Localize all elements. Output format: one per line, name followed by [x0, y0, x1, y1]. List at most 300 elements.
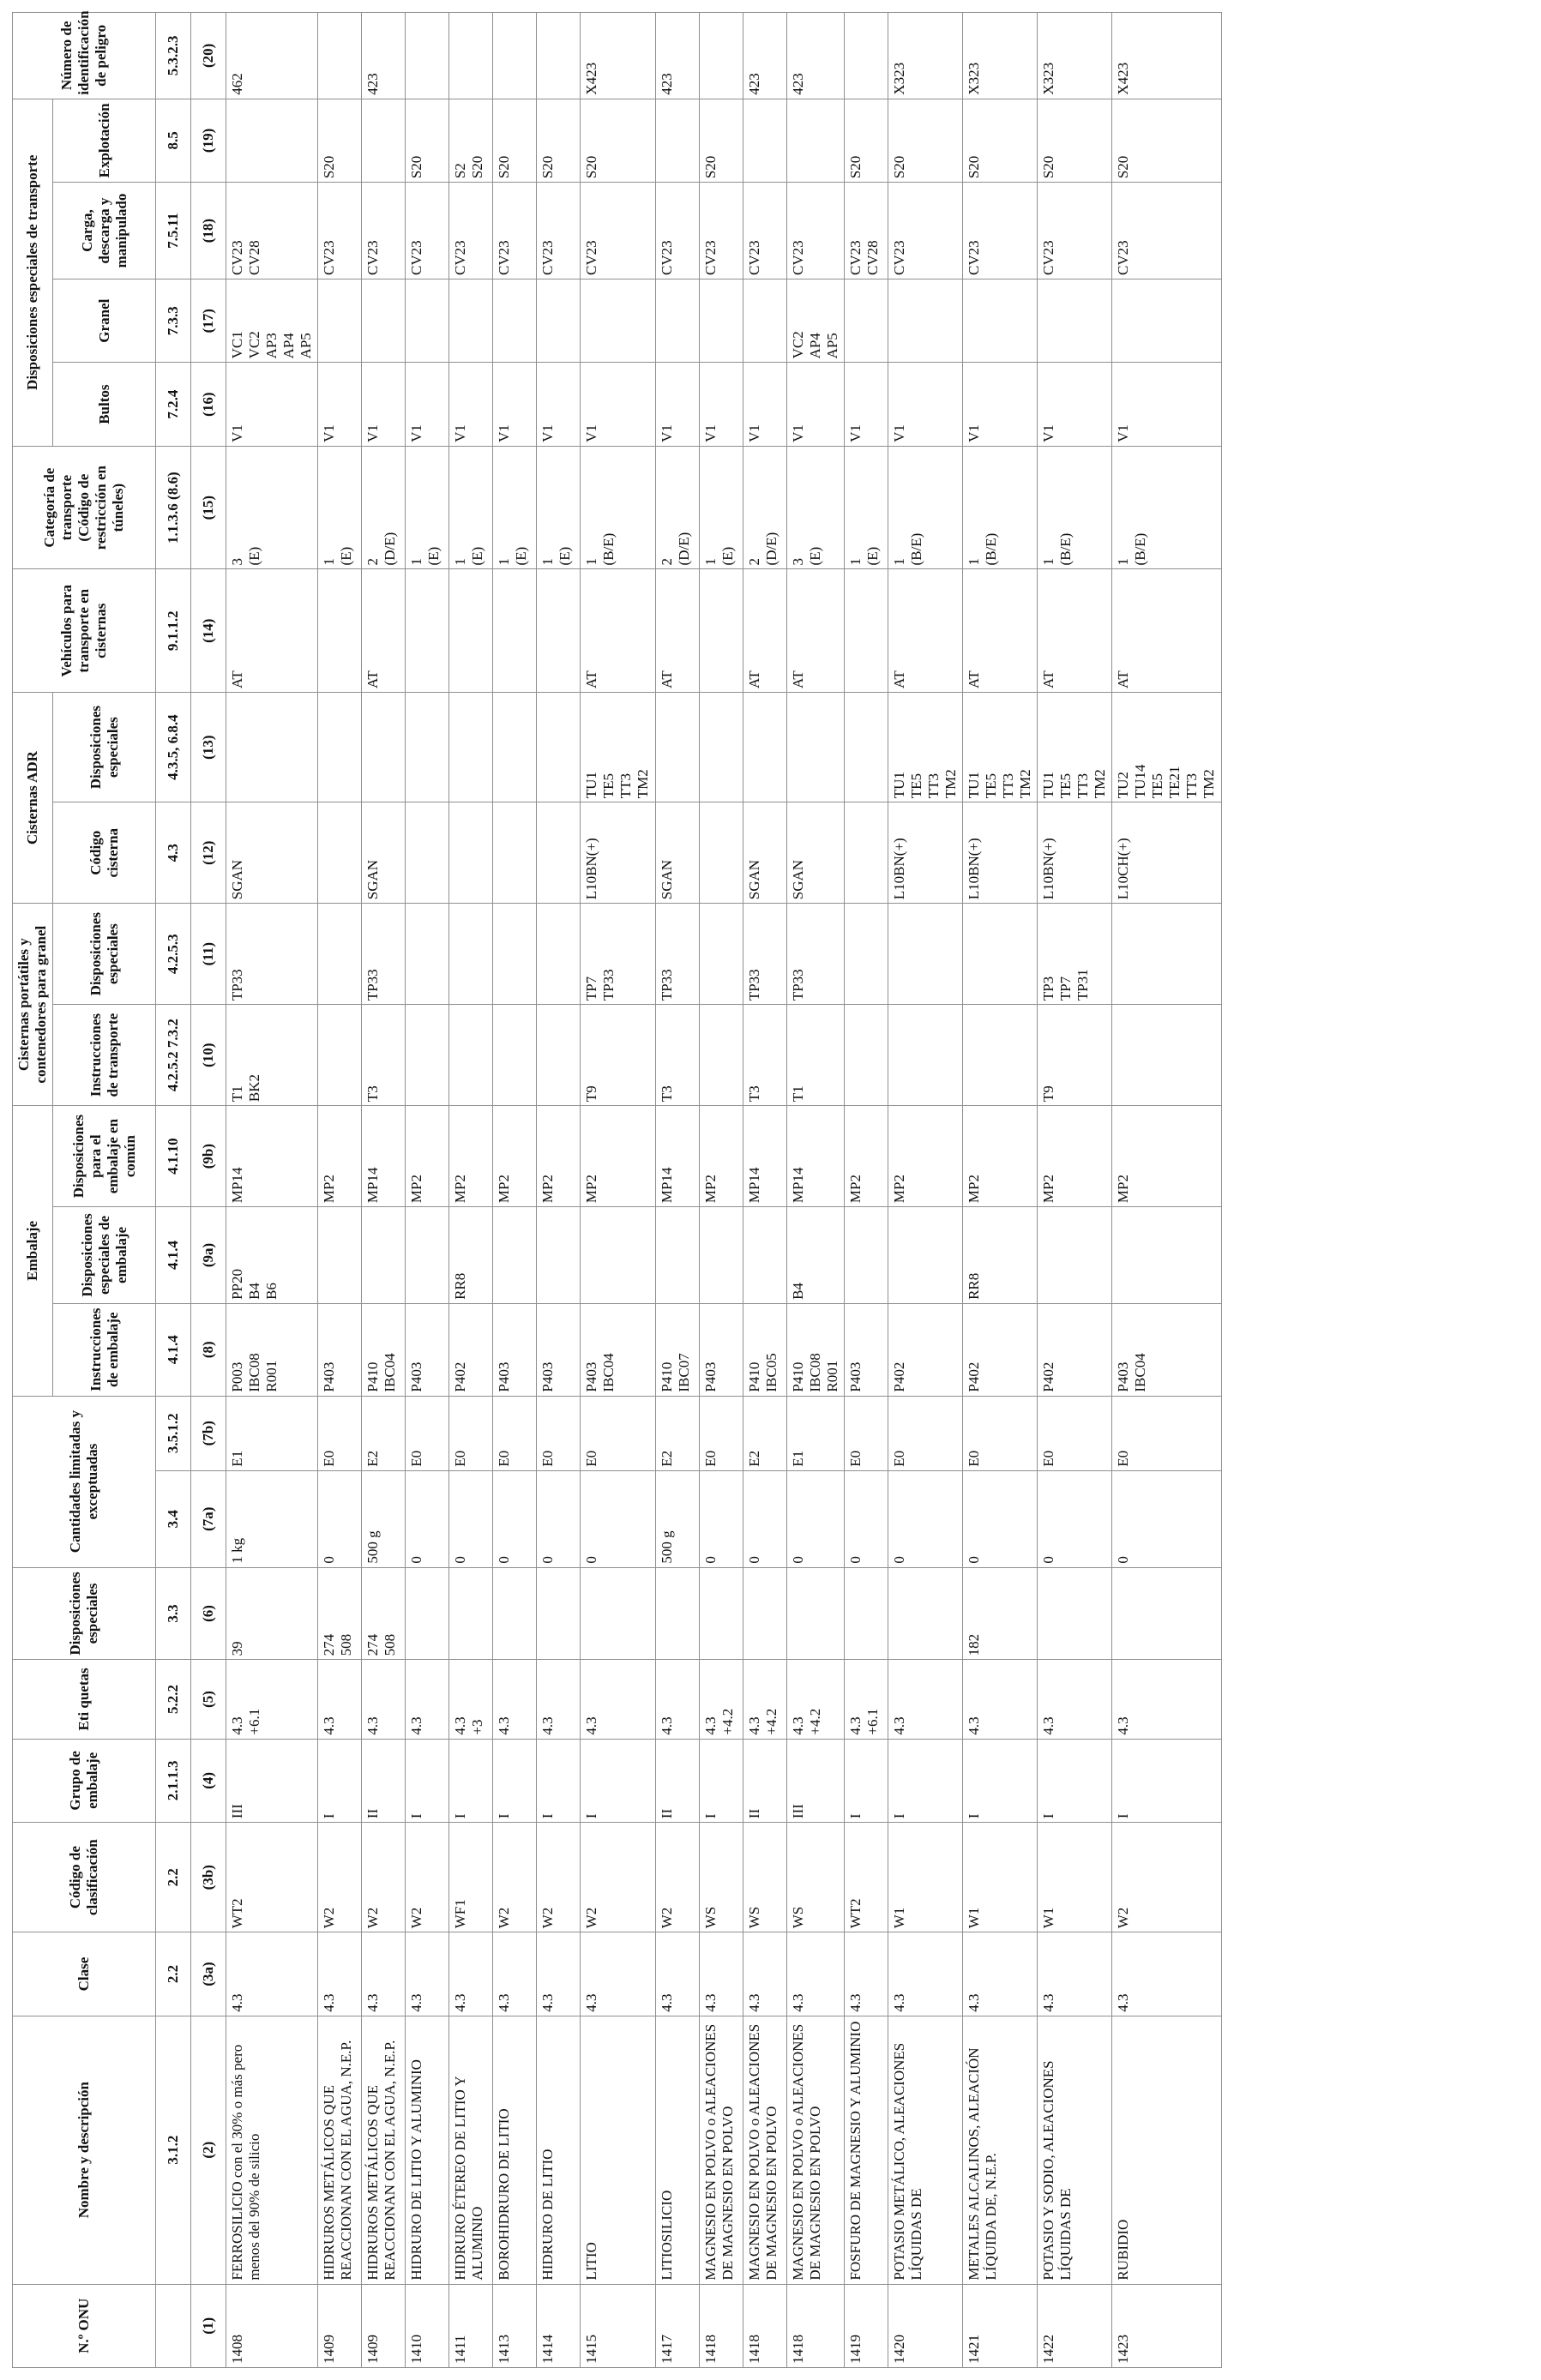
table-row-cell: 4.3	[743, 1932, 786, 2016]
table-row-cell: S20	[699, 99, 743, 182]
column-number-row-cell: (15)	[191, 446, 226, 569]
table-row-cell: 1409	[318, 2284, 362, 2367]
table-row-cell: T9	[581, 1005, 655, 1106]
table-row-cell: P403	[493, 1303, 537, 1396]
reference-row-cell	[156, 2284, 191, 2367]
table-row-cell	[1038, 279, 1112, 362]
table-row-cell	[537, 279, 581, 362]
table-row-cell: I	[581, 1739, 655, 1822]
column-number-row-cell: (1)	[191, 2284, 226, 2367]
adr-dangerous-goods-table	[12, 12, 1222, 2368]
table-row-cell	[493, 1567, 537, 1660]
table-row-cell: P403	[318, 1303, 362, 1396]
table-row-cell: E0	[699, 1396, 743, 1470]
table-row-cell: E0	[406, 1396, 449, 1470]
table-row-cell: 274 508	[362, 1567, 406, 1660]
table-row-cell	[449, 693, 493, 802]
table-row-cell	[655, 279, 699, 362]
table-row-cell: 1 (E)	[537, 446, 581, 569]
column-number-row-cell: (9a)	[191, 1207, 226, 1304]
table-row-cell: V1	[844, 363, 888, 446]
table-row-cell: 4.3	[537, 1660, 581, 1739]
table-row-cell: V1	[1038, 363, 1112, 446]
table-row-cell	[406, 279, 449, 362]
table-row-cell: 423	[786, 13, 844, 99]
table-row-cell	[318, 13, 362, 99]
table-row-cell: AT	[1112, 569, 1221, 693]
table-row-cell	[844, 693, 888, 802]
table-row-cell	[581, 1567, 655, 1660]
table-row-cell: MP14	[786, 1106, 844, 1207]
table-row-cell	[844, 1567, 888, 1660]
header-tank-code: Código cisterna	[53, 802, 156, 904]
table-row-cell: I	[844, 1739, 888, 1822]
header-loading: Carga, descarga y manipulado	[53, 183, 156, 279]
table-row-cell	[318, 1207, 362, 1304]
table-row-cell: P402	[1038, 1303, 1112, 1396]
table-row-cell: 4.3	[844, 1932, 888, 2016]
table-row-cell: 1 (E)	[406, 446, 449, 569]
table-row	[786, 13, 844, 2368]
table-row-cell	[699, 569, 743, 693]
reference-row-cell: 4.2.5.2 7.3.2	[156, 1005, 191, 1106]
table-row-cell: E0	[581, 1396, 655, 1470]
table-row-cell: MP2	[888, 1106, 962, 1207]
header-packaging: Embalaje	[13, 1106, 53, 1396]
table-row-cell: W2	[581, 1823, 655, 1932]
table-row-cell	[655, 99, 699, 182]
table-row-cell: T1	[786, 1005, 844, 1106]
table-row	[581, 13, 655, 2368]
column-number-row-cell: (7a)	[191, 1470, 226, 1567]
table-row-cell: CV23	[743, 183, 786, 279]
table-row-cell: SGAN	[743, 802, 786, 904]
table-row-cell: E0	[493, 1396, 537, 1470]
table-row-cell: 0	[743, 1470, 786, 1567]
table-row-cell	[655, 1207, 699, 1304]
table-row-cell: 4.3	[888, 1660, 962, 1739]
table-row-cell: 4.3	[493, 1660, 537, 1739]
table-row-cell: W2	[655, 1823, 699, 1932]
header-tank-vehicles: Vehículos para transporte en cisternas	[13, 569, 156, 693]
header-transport-provisions: Disposiciones especiales de transporte	[13, 99, 53, 446]
table-row-cell: P003 IBC08 R001	[226, 1303, 318, 1396]
table-row-cell: B4	[786, 1207, 844, 1304]
table-row-cell	[406, 1567, 449, 1660]
table-row-cell: 423	[362, 13, 406, 99]
table-row-cell	[1112, 1005, 1221, 1106]
table-row-cell: 1423	[1112, 2284, 1221, 2367]
table-row-cell: 1410	[406, 2284, 449, 2367]
table-row-cell: 0	[786, 1470, 844, 1567]
table-row-cell: PP20 B4 B6	[226, 1207, 318, 1304]
table-row-cell: E0	[1112, 1396, 1221, 1470]
table-row-cell: 1 (B/E)	[1038, 446, 1112, 569]
table-row-cell: MP2	[1038, 1106, 1112, 1207]
table-row-cell: 4.3	[962, 1932, 1037, 2016]
table-row-cell: TP33	[743, 904, 786, 1005]
table-row-cell: 182	[962, 1567, 1037, 1660]
table-row-cell	[699, 1207, 743, 1304]
table-row-cell	[449, 802, 493, 904]
table-row-cell: CV23	[786, 183, 844, 279]
table-row-cell: 1418	[743, 2284, 786, 2367]
table-row-cell: V1	[493, 363, 537, 446]
table-row-cell	[699, 1005, 743, 1106]
table-row-cell: FERROSILICIO con el 30% o más pero menos del 90% de silicio	[226, 2016, 318, 2284]
reference-row-cell: 5.3.2.3	[156, 13, 191, 99]
table-row-cell: 423	[655, 13, 699, 99]
table-row-cell	[699, 279, 743, 362]
table-row-cell: TP33	[655, 904, 699, 1005]
table-row-cell: P410 IBC07	[655, 1303, 699, 1396]
table-row-cell: W2	[1112, 1823, 1221, 1932]
table-row-cell: L10BN(+)	[1038, 802, 1112, 904]
table-row-cell	[318, 569, 362, 693]
table-row-cell	[226, 693, 318, 802]
table-row-cell: AT	[743, 569, 786, 693]
table-row-cell	[362, 99, 406, 182]
table-row-cell: P402	[962, 1303, 1037, 1396]
reference-row-cell: 2.2	[156, 1823, 191, 1932]
table-row-cell: I	[406, 1739, 449, 1822]
table-row-cell: 1418	[786, 2284, 844, 2367]
table-row-cell	[318, 802, 362, 904]
column-number-row-cell: (12)	[191, 802, 226, 904]
table-row-cell: CV23	[962, 183, 1037, 279]
table-row-cell	[406, 569, 449, 693]
table-row-cell	[888, 279, 962, 362]
table-row-cell: 1411	[449, 2284, 493, 2367]
table-row-cell: 500 g	[362, 1470, 406, 1567]
table-row-cell: P403	[406, 1303, 449, 1396]
table-row-cell: V1	[786, 363, 844, 446]
table-row-cell	[493, 279, 537, 362]
table-row-cell: SGAN	[655, 802, 699, 904]
reference-row-cell: 2.2	[156, 1932, 191, 2016]
table-row-cell	[406, 1207, 449, 1304]
table-row-cell: MP2	[581, 1106, 655, 1207]
table-row-cell: E0	[1038, 1396, 1112, 1470]
table-row	[888, 13, 962, 2368]
table-row-cell: E0	[537, 1396, 581, 1470]
header-special-packing: Disposiciones especiales de embalaje	[53, 1207, 156, 1304]
header-class: Clase	[13, 1932, 156, 2016]
table-row-cell	[449, 569, 493, 693]
table-row-cell	[844, 569, 888, 693]
column-number-row-cell: (13)	[191, 693, 226, 802]
table-row-cell: 4.3	[318, 1932, 362, 2016]
table-row-cell: 4.3 +4.2	[786, 1660, 844, 1739]
header-transport-category: Categoría de transporte (Código de restricción en túneles)	[13, 446, 156, 569]
table-row-cell: AT	[786, 569, 844, 693]
header-bulk: Granel	[53, 279, 156, 362]
table-row-cell: 0	[581, 1470, 655, 1567]
table-row-cell: W2	[537, 1823, 581, 1932]
table-row-cell: 3 (E)	[226, 446, 318, 569]
table-row-cell: BOROHIDRURO DE LITIO	[493, 2016, 537, 2284]
table-row-cell: 39	[226, 1567, 318, 1660]
column-number-row-cell: (2)	[191, 2016, 226, 2284]
table-row-cell: T1 BK2	[226, 1005, 318, 1106]
header-labels: Eti quetas	[13, 1660, 156, 1739]
table-row-cell: 0	[699, 1470, 743, 1567]
table-row-cell: T3	[655, 1005, 699, 1106]
table-row-cell: 4.3	[1112, 1932, 1221, 2016]
table-row-cell	[362, 693, 406, 802]
table-row-cell: I	[888, 1739, 962, 1822]
header-portable-tanks: Cisternas portátiles y contenedores para granel	[13, 904, 53, 1106]
reference-row	[156, 13, 191, 2368]
table-row-cell: MP14	[743, 1106, 786, 1207]
header-operation: Explotación	[53, 99, 156, 182]
table-row-cell: 0	[888, 1470, 962, 1567]
column-number-row-cell: (14)	[191, 569, 226, 693]
reference-row-cell: 7.5.11	[156, 183, 191, 279]
table-row-cell	[537, 693, 581, 802]
table-row-cell: 4.3	[786, 1932, 844, 2016]
table-row-cell	[844, 802, 888, 904]
table-row-cell: HIDRUROS METÁLICOS QUE REACCIONAN CON EL AGUA, N.E.P.	[362, 2016, 406, 2284]
table-row-cell: 4.3	[699, 1932, 743, 2016]
table-row-cell	[537, 13, 581, 99]
header-classification-code: Código de clasificación	[13, 1823, 156, 1932]
table-row-cell: 4.3	[655, 1932, 699, 2016]
table-row-cell	[581, 279, 655, 362]
table-row-cell: V1	[962, 363, 1037, 446]
table-row-cell: V1	[888, 363, 962, 446]
table-row	[743, 13, 786, 2368]
table-row-cell: MP2	[318, 1106, 362, 1207]
table-row-cell: 1 (E)	[449, 446, 493, 569]
table-row-cell: 1 (E)	[844, 446, 888, 569]
header-packages: Bultos	[53, 363, 156, 446]
table-row-cell: MP2	[406, 1106, 449, 1207]
reference-row-cell: 5.2.2	[156, 1660, 191, 1739]
table-row-cell: MP2	[537, 1106, 581, 1207]
table-row-cell: WS	[786, 1823, 844, 1932]
table-row-cell: 500 g	[655, 1470, 699, 1567]
table-row-cell: T3	[743, 1005, 786, 1106]
table-row-cell: AT	[362, 569, 406, 693]
table-row-cell: 1 (B/E)	[581, 446, 655, 569]
table-row-cell	[844, 279, 888, 362]
reference-row-cell: 1.1.3.6 (8.6)	[156, 446, 191, 569]
table-row-cell: V1	[743, 363, 786, 446]
table-row	[699, 13, 743, 2368]
table-row-cell	[962, 279, 1037, 362]
header-un-number: N.º ONU	[13, 2284, 156, 2367]
table-row-cell: AT	[888, 569, 962, 693]
table-row-cell: P403	[844, 1303, 888, 1396]
table-row-cell: TU1 TE5 TT3 TM2	[888, 693, 962, 802]
table-row-cell: TP33	[362, 904, 406, 1005]
table-row-cell: FOSFURO DE MAGNESIO Y ALUMINIO	[844, 2016, 888, 2284]
table-row-cell: 1 (E)	[318, 446, 362, 569]
table-row-cell	[537, 1207, 581, 1304]
table-row-cell: WT2	[844, 1823, 888, 1932]
table-row-cell: TU2 TU14 TE5 TE21 TT3 TM2	[1112, 693, 1221, 802]
column-number-row	[191, 13, 226, 2368]
table-row-cell: E0	[318, 1396, 362, 1470]
table-row-cell: I	[962, 1739, 1037, 1822]
table-row-cell: RUBIDIO	[1112, 2016, 1221, 2284]
table-row-cell: III	[786, 1739, 844, 1822]
reference-row-cell: 4.1.4	[156, 1303, 191, 1396]
table-row-cell	[786, 99, 844, 182]
table-row-cell	[318, 1005, 362, 1106]
table-row-cell: CV23	[318, 183, 362, 279]
table-row-cell: 0	[844, 1470, 888, 1567]
table-row-cell: HIDRURO ÉTEREO DE LITIO Y ALUMINIO	[449, 2016, 493, 2284]
table-row	[493, 13, 537, 2368]
table-row-cell: MAGNESIO EN POLVO o ALEACIONES DE MAGNESIO EN POLVO	[786, 2016, 844, 2284]
table-row-cell: CV23	[449, 183, 493, 279]
table-row-cell: WS	[699, 1823, 743, 1932]
header-packing-group: Grupo de embalaje	[13, 1739, 156, 1822]
table-row-cell: III	[226, 1739, 318, 1822]
column-number-row-cell: (4)	[191, 1739, 226, 1822]
header-instructions: Instrucciones de transporte	[53, 1005, 156, 1106]
table-row-cell: 4.3	[581, 1660, 655, 1739]
table-row-cell: 4.3	[581, 1932, 655, 2016]
table-row-cell: 4.3	[1112, 1660, 1221, 1739]
table-row-cell: MP2	[699, 1106, 743, 1207]
table-row-cell: MP14	[226, 1106, 318, 1207]
table-row-cell: CV23	[888, 183, 962, 279]
table-row	[406, 13, 449, 2368]
table-row-cell	[493, 802, 537, 904]
table-row-cell: RR8	[962, 1207, 1037, 1304]
table-row-cell: W1	[962, 1823, 1037, 1932]
table-row-cell: 4.3	[362, 1932, 406, 2016]
table-row-cell	[318, 279, 362, 362]
table-row-cell: S20	[888, 99, 962, 182]
reference-row-cell: 3.3	[156, 1567, 191, 1660]
table-row-cell: X323	[1038, 13, 1112, 99]
table-row-cell: AT	[655, 569, 699, 693]
table-row-cell: S20	[406, 99, 449, 182]
column-number-row-cell: (18)	[191, 183, 226, 279]
column-number-row-cell: (3b)	[191, 1823, 226, 1932]
column-number-row-cell: (5)	[191, 1660, 226, 1739]
header-name: Nombre y descripción	[13, 2016, 156, 2284]
table-row-cell	[743, 693, 786, 802]
column-number-row-cell: (16)	[191, 363, 226, 446]
table-row-cell	[1112, 904, 1221, 1005]
table-row-cell: HIDRURO DE LITIO	[537, 2016, 581, 2284]
table-row-cell: 423	[743, 13, 786, 99]
table-row-cell: AT	[962, 569, 1037, 693]
table-row-cell: E2	[655, 1396, 699, 1470]
table-row-cell: I	[1038, 1739, 1112, 1822]
table-row-cell: TU1 TE5 TT3 TM2	[581, 693, 655, 802]
table-row-cell	[743, 1567, 786, 1660]
table-row-cell: S20	[844, 99, 888, 182]
table-row-cell: 4.3 +4.2	[699, 1660, 743, 1739]
table-row-cell	[699, 13, 743, 99]
table-row-cell: HIDRUROS METÁLICOS QUE REACCIONAN CON EL AGUA, N.E.P.	[318, 2016, 362, 2284]
table-row-cell: P403	[537, 1303, 581, 1396]
table-row-cell: 4.3 +4.2	[743, 1660, 786, 1739]
table-row-cell: E0	[844, 1396, 888, 1470]
table-row-cell: 1 kg	[226, 1470, 318, 1567]
table-row-cell	[406, 13, 449, 99]
table-row-cell: S2 S20	[449, 99, 493, 182]
header-special-provisions: Disposiciones especiales	[13, 1567, 156, 1660]
table-row-cell: II	[743, 1739, 786, 1822]
table-row-cell	[699, 1567, 743, 1660]
table-row-cell: TP7 TP33	[581, 904, 655, 1005]
table-row-cell	[962, 1005, 1037, 1106]
table-row-cell: X323	[962, 13, 1037, 99]
table-row	[318, 13, 362, 2368]
table-row-cell: T3	[362, 1005, 406, 1106]
table-row-cell: E0	[449, 1396, 493, 1470]
table-row-cell	[1112, 1207, 1221, 1304]
column-number-row-cell: (7b)	[191, 1396, 226, 1470]
table-row-cell: SGAN	[362, 802, 406, 904]
table-row-cell	[537, 1005, 581, 1106]
table-row-cell: 1 (B/E)	[962, 446, 1037, 569]
column-number-row-cell: (19)	[191, 99, 226, 182]
column-number-row-cell: (11)	[191, 904, 226, 1005]
reference-row-cell: 7.3.3	[156, 279, 191, 362]
table-row-cell: E1	[786, 1396, 844, 1470]
reference-row-cell: 2.1.1.3	[156, 1739, 191, 1822]
table-row-cell: I	[318, 1739, 362, 1822]
header-limited-quantities: Cantidades limitadas y exceptuadas	[13, 1396, 156, 1567]
table-row-cell: L10BN(+)	[888, 802, 962, 904]
table-row-cell: S20	[962, 99, 1037, 182]
header-adr-tanks: Cisternas ADR	[13, 693, 53, 904]
table-row-cell: I	[699, 1739, 743, 1822]
table-row-cell: W2	[318, 1823, 362, 1932]
table-row-cell: MAGNESIO EN POLVO o ALEACIONES DE MAGNESIO EN POLVO	[699, 2016, 743, 2284]
table-row-cell	[406, 1005, 449, 1106]
table-row-cell: W1	[888, 1823, 962, 1932]
table-row-cell: 0	[962, 1470, 1037, 1567]
table-row-cell: I	[537, 1739, 581, 1822]
table-row-cell	[493, 693, 537, 802]
table-row-cell: 1 (B/E)	[888, 446, 962, 569]
reference-row-cell: 3.4	[156, 1470, 191, 1567]
table-row-cell: SGAN	[786, 802, 844, 904]
table-row-cell: 2 (D/E)	[743, 446, 786, 569]
table-row-cell: P410 IBC05	[743, 1303, 786, 1396]
table-row-cell: CV23	[1112, 183, 1221, 279]
table-row-cell: CV23	[362, 183, 406, 279]
table-row-cell: P410 IBC04	[362, 1303, 406, 1396]
table-row-cell	[493, 13, 537, 99]
table-row-cell: MP2	[1112, 1106, 1221, 1207]
table-row-cell: 4.3 +3	[449, 1660, 493, 1739]
table-row-cell: E0	[962, 1396, 1037, 1470]
table-row-cell: WS	[743, 1823, 786, 1932]
table-row-cell	[743, 99, 786, 182]
table-row-cell	[537, 802, 581, 904]
table-row-cell: 1422	[1038, 2284, 1112, 2367]
table-row-cell: MP2	[962, 1106, 1037, 1207]
column-number-row-cell: (8)	[191, 1303, 226, 1396]
table-row-cell	[1112, 1567, 1221, 1660]
table-row-cell: MP14	[655, 1106, 699, 1207]
table-row-cell: 4.3	[537, 1932, 581, 2016]
table-row-cell: S20	[318, 99, 362, 182]
table-row-cell: P403 IBC04	[581, 1303, 655, 1396]
table-row-cell: TP33	[786, 904, 844, 1005]
table-row-cell: S20	[537, 99, 581, 182]
